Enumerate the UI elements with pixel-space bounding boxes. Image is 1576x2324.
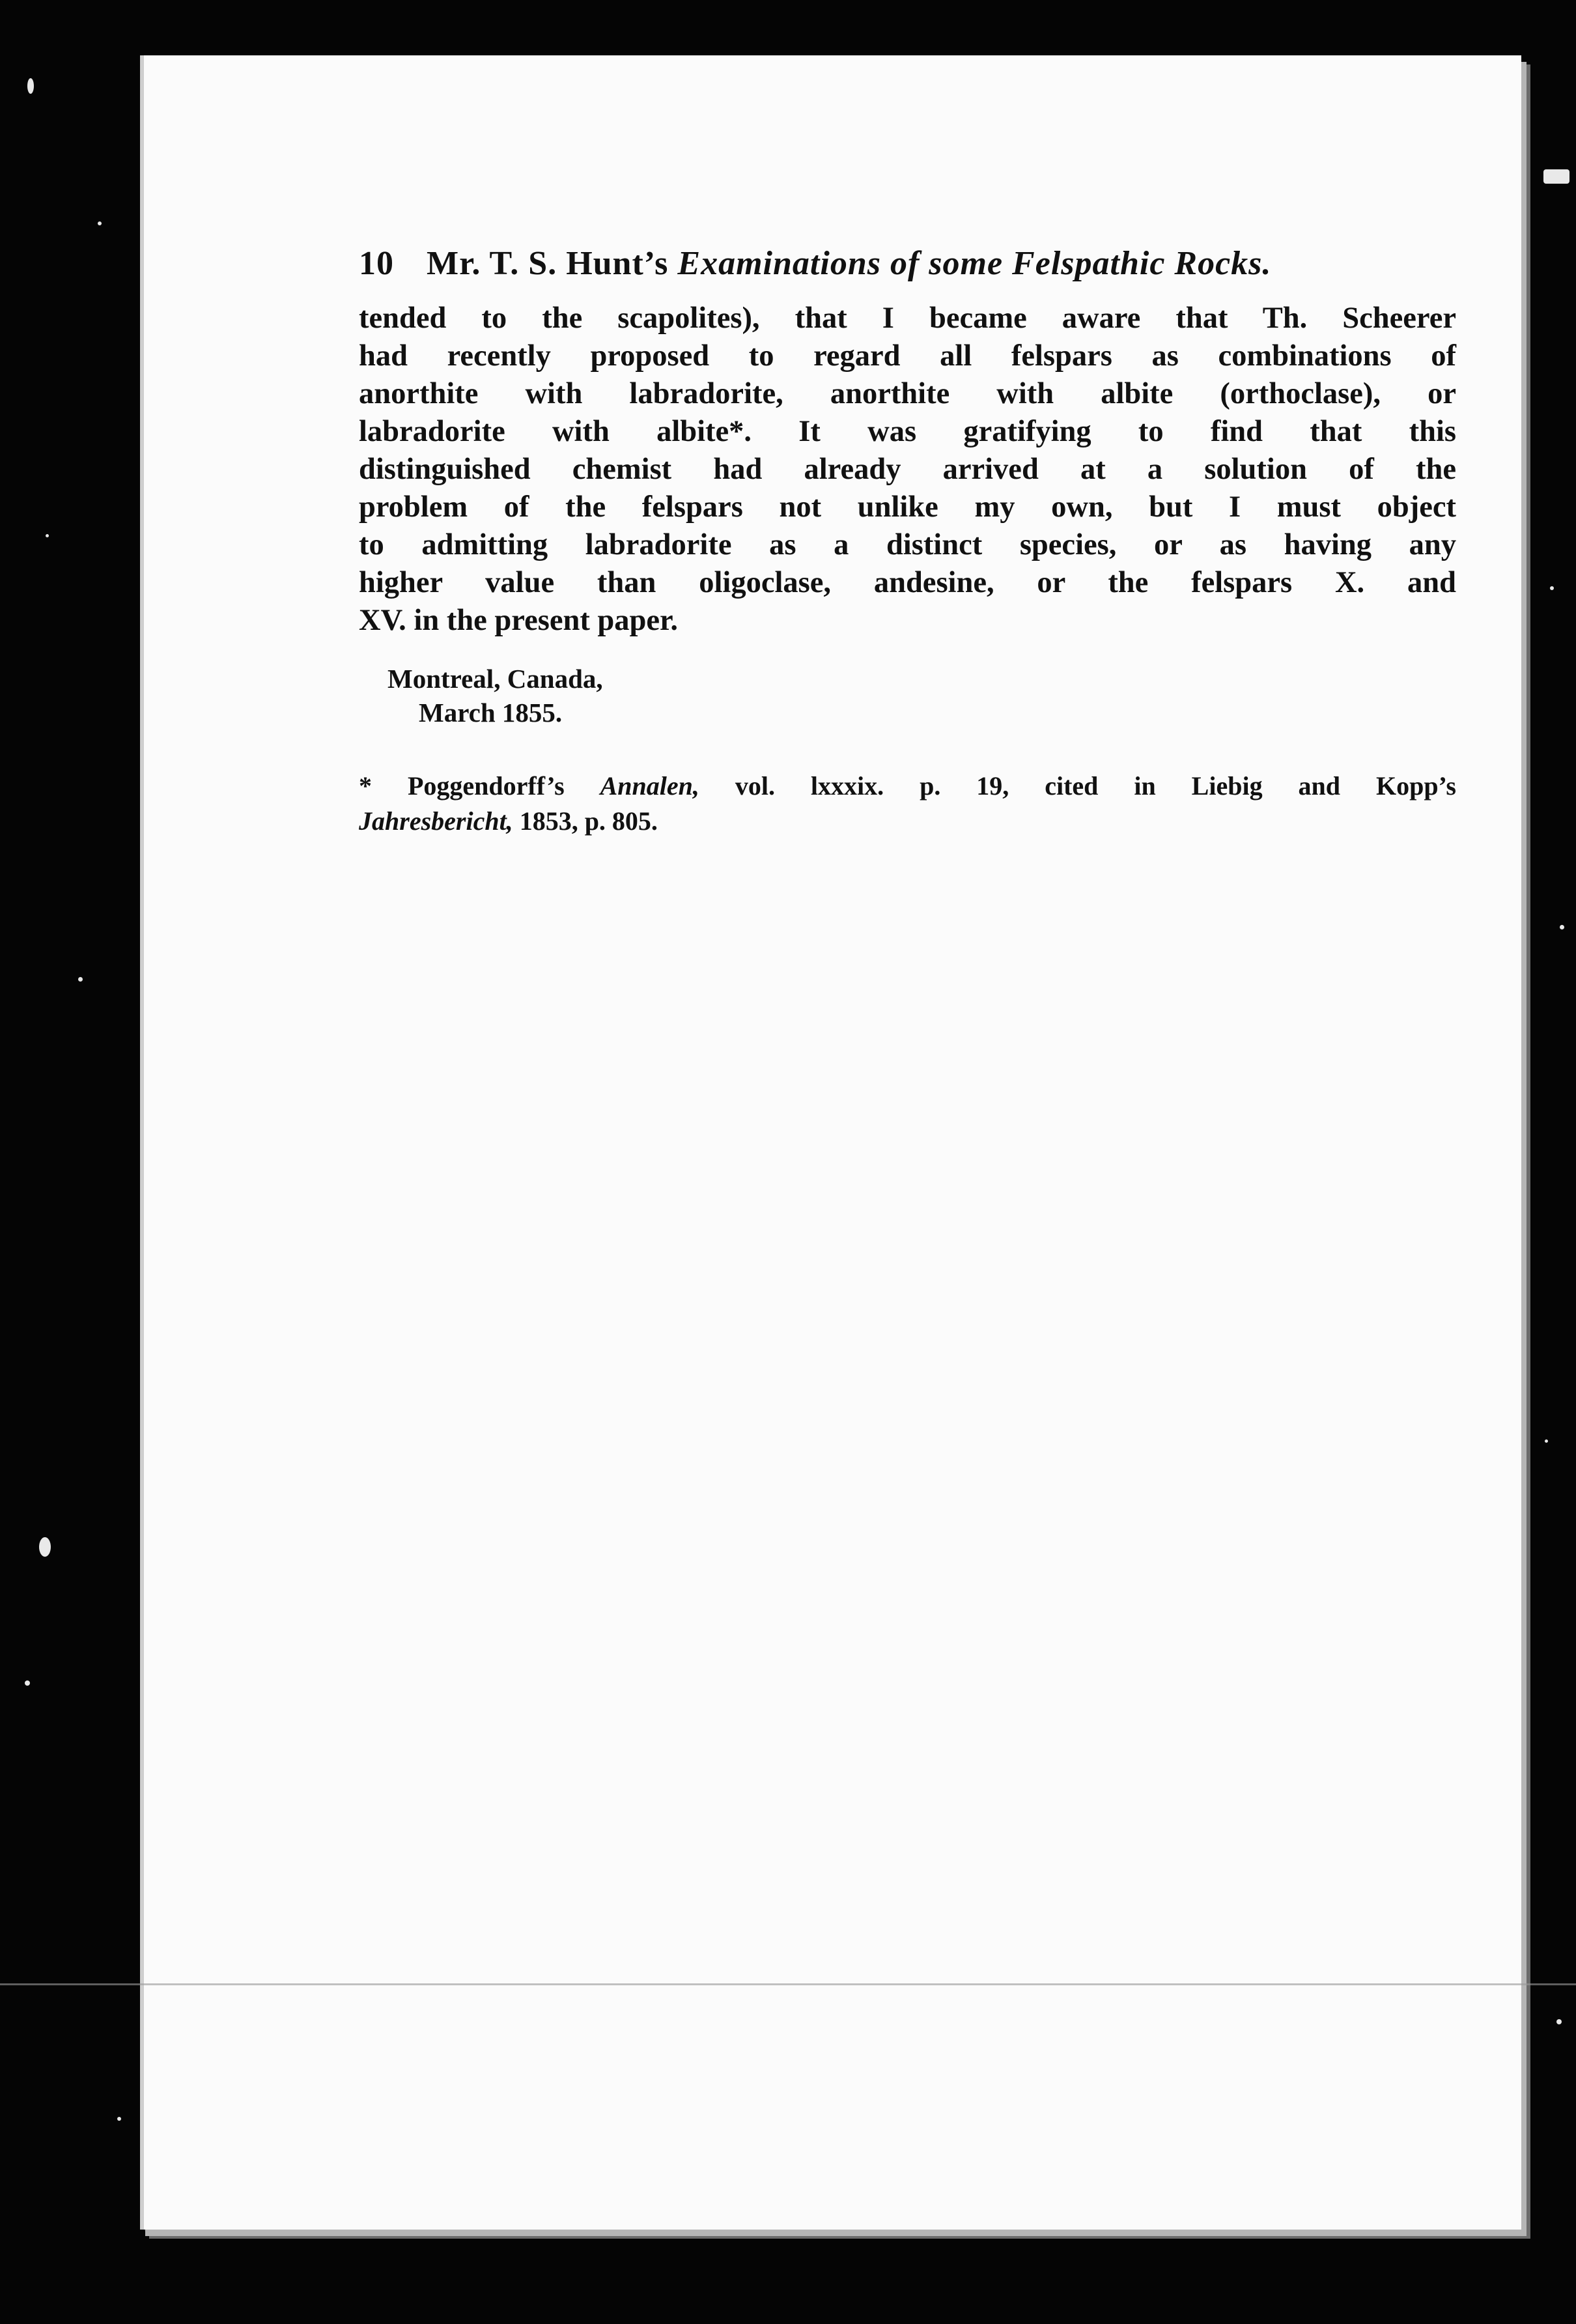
- body-line: problem of the felspars not unlike my own, but I must object: [359, 490, 1456, 524]
- scanned-page: [140, 55, 1521, 2230]
- scan-speck: [39, 1537, 51, 1557]
- header-title: Examinations of some Felspathic Rocks.: [677, 245, 1272, 282]
- body-line: distinguished chemist had already arrived at a solution of the: [359, 453, 1456, 486]
- scan-speck: [46, 534, 49, 537]
- body-line: tended to the scapolites), that I became aware that Th. Scheerer: [359, 302, 1456, 335]
- footnote-yearbook: Jahresbericht,: [359, 806, 513, 836]
- page-number: 10: [359, 245, 394, 282]
- body-paragraph: [359, 300, 1456, 640]
- footnote-marker: * Poggendorff’s: [359, 771, 565, 801]
- body-line: XV. in the present paper.: [359, 604, 679, 637]
- scan-speck: [117, 2117, 121, 2121]
- scan-speck: [1556, 2019, 1562, 2024]
- footnote-journal: Annalen,: [600, 771, 699, 801]
- signature-block: [359, 662, 1456, 730]
- signature-place: Montreal, Canada,: [387, 664, 603, 694]
- footnote-citation: vol. lxxxix. p. 19, cited in Liebig and Kopp’s: [735, 771, 1456, 801]
- footnote-tail: 1853, p. 805.: [519, 806, 658, 836]
- scan-speck: [25, 1680, 30, 1686]
- scan-artifact-line: [0, 1983, 1576, 1985]
- body-line: labradorite with albite*. It was gratifying to find that this: [359, 415, 1456, 448]
- signature-date: March 1855.: [419, 698, 563, 728]
- page-content: [359, 244, 1456, 839]
- footnote: [359, 769, 1456, 839]
- running-header: [359, 244, 1456, 283]
- header-author: Mr. T. S. Hunt’s: [427, 245, 669, 282]
- scan-speck: [27, 78, 34, 94]
- footnote-line-1: [359, 769, 1456, 804]
- scan-speck: [1545, 1439, 1548, 1443]
- body-line: anorthite with labradorite, anorthite with albite (orthoclase), or: [359, 377, 1456, 410]
- body-line: to admitting labradorite as a distinct species, or as having any: [359, 528, 1456, 561]
- scan-speck: [1550, 586, 1554, 590]
- scan-speck: [78, 977, 83, 982]
- body-line: higher value than oligoclase, andesine, or the felspars X. and: [359, 566, 1456, 599]
- scan-speck: [1560, 925, 1564, 929]
- footnote-line-2: [359, 804, 1456, 839]
- body-line: had recently proposed to regard all felspars as combinations of: [359, 339, 1456, 373]
- scan-speck: [1543, 169, 1569, 184]
- scan-speck: [98, 221, 102, 225]
